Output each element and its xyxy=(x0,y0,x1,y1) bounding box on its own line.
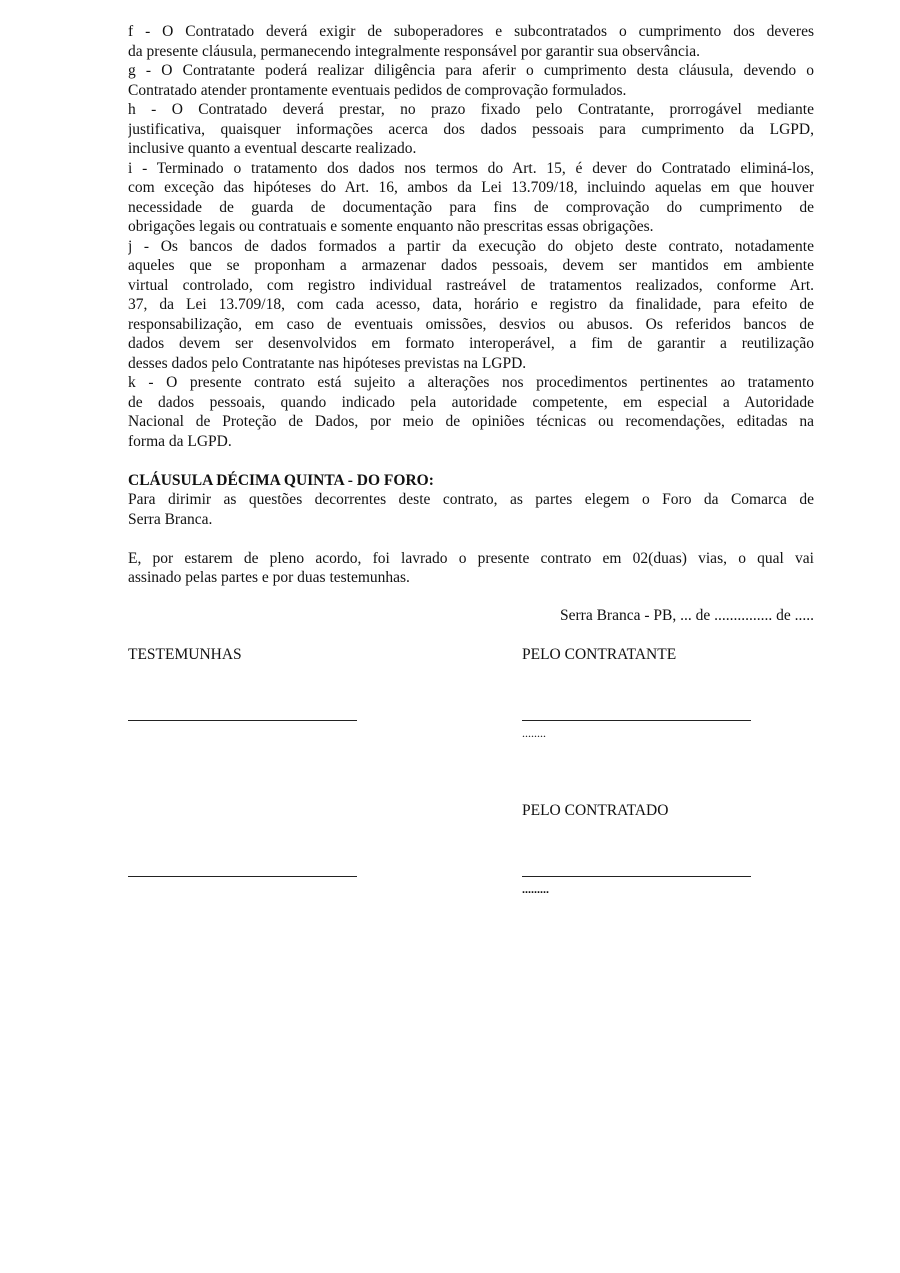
paragraph-line: h - O Contratado deverá prestar, no prazo fixado pelo Contratante, prorrogável mediante xyxy=(128,101,814,118)
clause-text-line: Serra Branca. xyxy=(128,510,213,528)
paragraph-line: i - Terminado o tratamento dos dados nos termos do Art. 15, é dever do Contratado eliminá-los, xyxy=(128,159,814,177)
contracted-signature-line xyxy=(522,876,751,877)
paragraph-line: desses dados pelo Contratante nas hipóteses previstas na LGPD. xyxy=(128,354,527,372)
paragraph-line: com exceção das hipóteses do Art. 16, ambos da Lei 13.709/18, incluindo aquelas em que houver xyxy=(128,179,814,196)
contractor-label: PELO CONTRATANTE xyxy=(522,646,677,663)
paragraph-line: de dados pessoais, quando indicado pela autoridade competente, em especial a Autoridade xyxy=(128,393,814,411)
paragraph-line: f - O Contratado deverá exigir de suboperadores e subcontratados o cumprimento dos deveres xyxy=(128,23,814,40)
paragraph-line: justificativa, quaisquer informações acerca dos dados pessoais para cumprimento da LGPD, xyxy=(128,120,814,138)
paragraph-line: k - O presente contrato está sujeito a alterações nos procedimentos pertinentes ao tratamento xyxy=(128,374,814,391)
paragraph-line: da presente cláusula, permanecendo integralmente responsável por garantir sua observância. xyxy=(128,42,700,60)
contracted-label: PELO CONTRATADO xyxy=(522,802,669,819)
paragraph-line: necessidade de guarda de documentação para fins de comprovação do cumprimento de xyxy=(128,198,814,216)
closing-text-line: E, por estarem de pleno acordo, foi lavrado o presente contrato em 02(duas) vias, o qual vai xyxy=(128,549,814,567)
paragraph-line: Nacional de Proteção de Dados, por meio de opiniões técnicas ou recomendações, editadas na xyxy=(128,413,814,430)
date-line: Serra Branca - PB, ... de ............... de ..... xyxy=(560,607,814,624)
witnesses-label: TESTEMUNHAS xyxy=(128,646,242,663)
witness-signature-line-1 xyxy=(128,720,357,721)
closing-text-line: assinado pelas partes e por duas testemunhas. xyxy=(128,569,410,586)
paragraph-line: j - Os bancos de dados formados a partir da execução do objeto deste contrato, notadamente xyxy=(128,237,814,255)
contracted-name: ......... xyxy=(522,882,549,896)
paragraph-line: obrigações legais ou contratuais e somente enquanto não prescritas essas obrigações. xyxy=(128,218,654,235)
contractor-name: ........ xyxy=(522,726,546,740)
paragraph-line: Contratado atender prontamente eventuais pedidos de comprovação formulados. xyxy=(128,81,627,99)
paragraph-line: dados devem ser desenvolvidos em formato interoperável, a fim de garantir a reutilização xyxy=(128,335,814,352)
paragraph-line: responsabilização, em caso de eventuais omissões, desvios ou abusos. Os referidos bancos de xyxy=(128,315,814,333)
paragraph-line: aqueles que se proponham a armazenar dados pessoais, devem ser mantidos em ambiente xyxy=(128,257,814,274)
lgpd-clauses xyxy=(128,22,814,451)
paragraph-line: virtual controlado, com registro individual rastreável de tratamentos realizados, conforme Art. xyxy=(128,276,814,294)
paragraph-line: inclusive quanto a eventual descarte realizado. xyxy=(128,140,417,157)
paragraph-line: g - O Contratante poderá realizar diligência para aferir o cumprimento desta cláusula, devendo o xyxy=(128,62,814,79)
document-body xyxy=(128,22,814,588)
clause-heading: CLÁUSULA DÉCIMA QUINTA - DO FORO: xyxy=(128,471,434,489)
witness-signature-line-2 xyxy=(128,876,357,877)
contractor-signature-line xyxy=(522,720,751,721)
paragraph-line: 37, da Lei 13.709/18, com cada acesso, data, horário e registro da finalidade, para efeito de xyxy=(128,296,814,313)
paragraph-line: forma da LGPD. xyxy=(128,432,232,450)
clause-text-line: Para dirimir as questões decorrentes deste contrato, as partes elegem o Foro da Comarca de xyxy=(128,491,814,508)
